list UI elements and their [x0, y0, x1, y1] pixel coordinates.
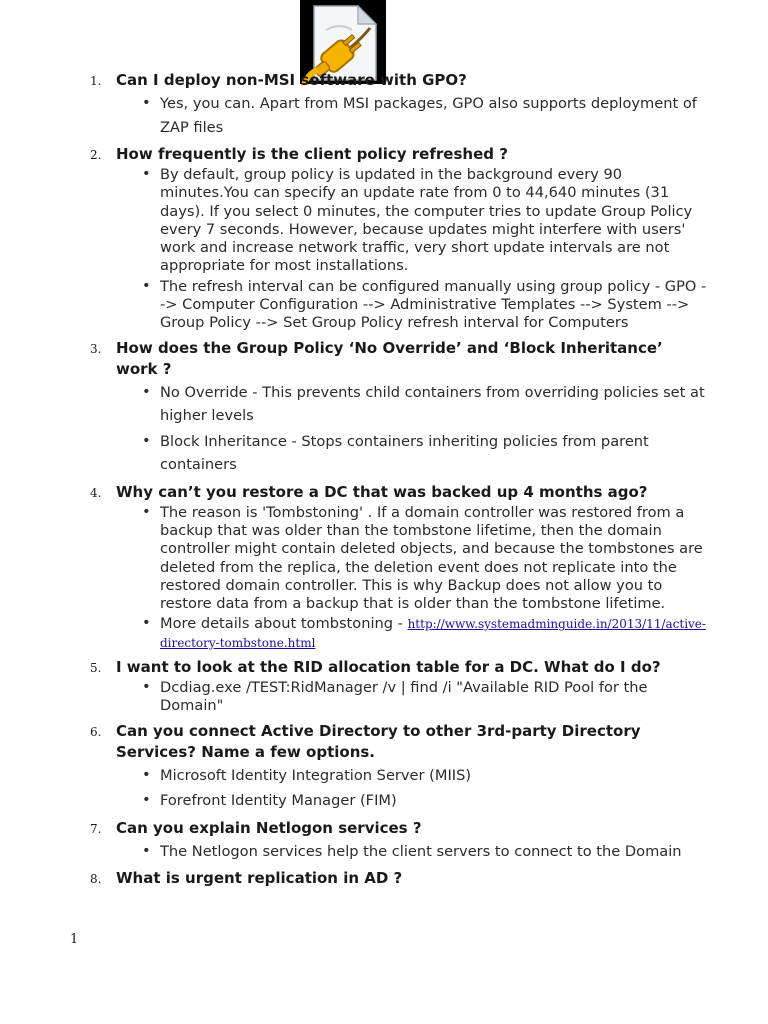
- bullet-icon: •: [142, 276, 151, 294]
- question-number: 4.: [90, 485, 102, 500]
- answer-text: More details about tombstoning -: [160, 615, 408, 633]
- answer-text: By default, group policy is updated in the background every 90 minutes.You can specify an update rate from 0 to 44,640 minutes (31 days). If you select 0 minutes, the computer tries to update Group Policy every 7 seconds. However, because updates might interfere with users' work and increase network traffic, very short update intervals are not appropriate for most installations.: [160, 166, 693, 275]
- question-number: 3.: [90, 341, 102, 356]
- bullet-icon: •: [142, 614, 151, 632]
- answer-list: [116, 380, 708, 478]
- bullet-icon: •: [142, 678, 151, 696]
- answer-list: [116, 91, 708, 140]
- answer-item: [116, 277, 708, 334]
- answer-text: Microsoft Identity Integration Server (MIIS): [160, 766, 472, 784]
- question-text: Can you connect Active Directory to other 3rd-party Directory Services? Name a few options.: [116, 721, 641, 761]
- answer-text: Block Inheritance - Stops containers inheriting policies from parent containers: [160, 432, 649, 474]
- bullet-icon: •: [142, 791, 151, 809]
- question-item: [0, 478, 768, 653]
- bullet-icon: •: [142, 94, 151, 111]
- question-number: 8.: [90, 872, 102, 887]
- question-item: [0, 653, 768, 717]
- answer-text: Forefront Identity Manager (FIM): [160, 792, 397, 810]
- answer-item: [116, 788, 708, 814]
- answer-text: The reason is 'Tombstoning' . If a domain controller was restored from a backup that was older than the tombstone lifetime, then the domain controller might contain deleted objects, and because the tombstones are deleted from the replica, the deletion event does not replicate into the restored domain controller. This is why Backup does not allow you to restore data from a backup that is older than the tombstone lifetime.: [160, 503, 703, 613]
- question-item: [0, 334, 768, 478]
- answer-item: [116, 614, 708, 653]
- answer-item: [116, 380, 708, 429]
- bullet-icon: •: [142, 382, 151, 400]
- bullet-icon: •: [142, 841, 151, 859]
- answer-list: [116, 839, 708, 865]
- answer-text: No Override - This prevents child containers from overriding policies set at higher levels: [160, 383, 705, 425]
- answer-item: [116, 839, 708, 865]
- answer-item: [116, 91, 708, 140]
- answer-text: The Netlogon services help the client servers to connect to the Domain: [160, 842, 682, 860]
- question-number: 6.: [90, 724, 102, 739]
- bullet-icon: •: [142, 765, 151, 783]
- question-item: [0, 140, 768, 334]
- question-number: 7.: [90, 821, 102, 836]
- question-item: [0, 66, 768, 140]
- answer-item: [116, 678, 708, 717]
- bullet-icon: •: [142, 165, 151, 182]
- answer-text: The refresh interval can be configured manually using group policy - GPO --> Computer Configuration --> Administrative Templates --> System --> Group Policy --> Set Group Policy refresh interval for Computers: [160, 277, 707, 332]
- answer-text: Dcdiag.exe /TEST:RidManager /v | find /i "Available RID Pool for the Domain": [160, 679, 648, 715]
- question-text: I want to look at the RID allocation table for a DC. What do I do?: [116, 658, 661, 677]
- answer-item: [116, 429, 708, 478]
- question-item: [0, 717, 768, 814]
- answer-list: [116, 763, 708, 814]
- answer-text: Yes, you can. Apart from MSI packages, GPO also supports deployment of ZAP files: [160, 95, 697, 136]
- question-item: [0, 814, 768, 865]
- question-list: [0, 66, 768, 889]
- question-number: 2.: [90, 148, 102, 162]
- question-text: Can you explain Netlogon services ?: [116, 818, 422, 837]
- question-item: [0, 864, 768, 889]
- bullet-icon: •: [142, 502, 151, 520]
- question-text: How frequently is the client policy refreshed ?: [116, 145, 508, 163]
- question-number: 5.: [90, 661, 102, 676]
- answer-list: [116, 678, 708, 717]
- question-text: Why can’t you restore a DC that was backed up 4 months ago?: [116, 482, 648, 501]
- question-text: What is urgent replication in AD ?: [116, 869, 403, 888]
- page-number: 1: [70, 932, 79, 947]
- answer-item: [116, 503, 708, 615]
- answer-item: [116, 165, 708, 277]
- answer-list: [116, 503, 708, 653]
- answer-list: [116, 165, 708, 334]
- tombstone-article-link[interactable]: http://www.systemadminguide.in/2013/11/active-directory-tombstone.html: [160, 617, 706, 650]
- answer-item: [116, 763, 708, 789]
- question-text: Can I deploy non-MSI software with GPO?: [116, 71, 467, 89]
- question-text: How does the Group Policy ‘No Override’ and ‘Block Inheritance’ work ?: [116, 338, 663, 378]
- bullet-icon: •: [142, 431, 151, 449]
- question-number: 1.: [90, 74, 102, 88]
